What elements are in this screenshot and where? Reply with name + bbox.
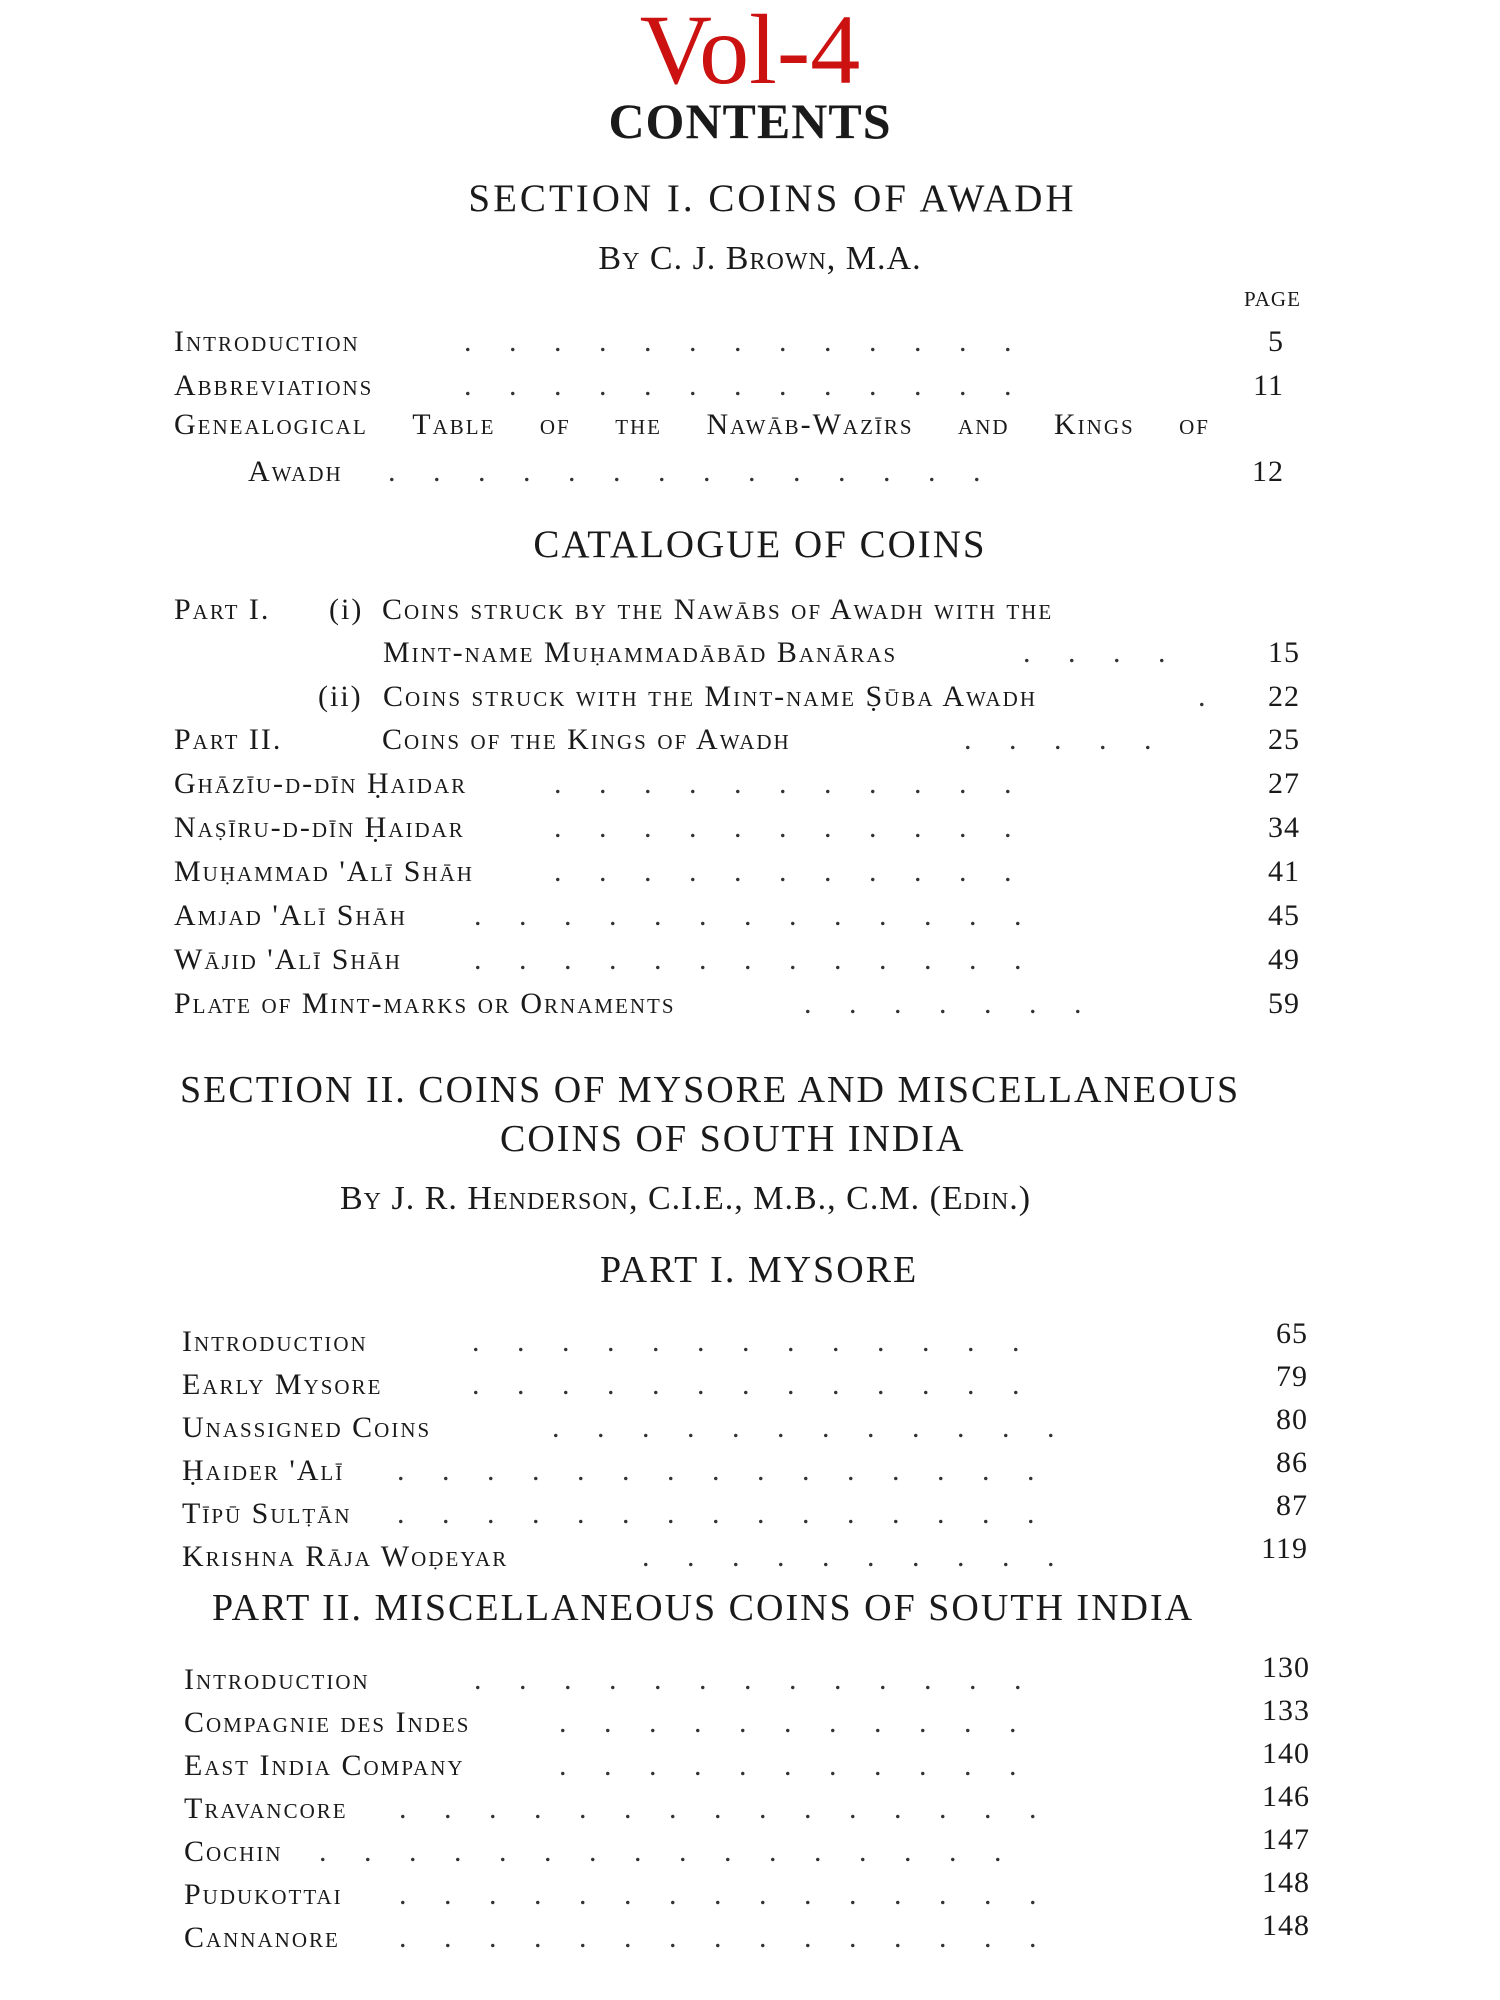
toc-entry-page: 22: [1268, 680, 1300, 713]
toc-entry[interactable]: [184, 1694, 1330, 1743]
toc-entry[interactable]: [174, 984, 1320, 1024]
toc-entry[interactable]: [318, 677, 1320, 717]
toc-entry[interactable]: [174, 896, 1320, 936]
toc-entry[interactable]: [184, 1780, 1330, 1829]
toc-entry[interactable]: [174, 322, 1320, 362]
toc-entry[interactable]: [182, 1489, 1328, 1534]
toc-entry[interactable]: [182, 1317, 1328, 1362]
toc-leader: . . . . . . . . . . .: [554, 811, 1012, 844]
part2-text: Coins of the Kings of Awadh: [382, 723, 791, 756]
toc-entry-page: 147: [1262, 1823, 1310, 1856]
toc-entry-page: 65: [1276, 1317, 1308, 1350]
toc-leader: . . . . . . . . . . .: [554, 855, 1012, 888]
word: Nawāb-Wazīrs: [706, 408, 914, 441]
toc-entry-title: Ghāzīu-d-dīn Ḥaidar: [174, 767, 468, 800]
toc-entry[interactable]: [184, 1823, 1330, 1872]
toc-entry-page: 130: [1262, 1651, 1310, 1684]
genealogical-table-line1[interactable]: [174, 408, 1210, 442]
toc-entry-title: Krishna Rāja Woḍeyar: [182, 1540, 509, 1573]
toc-entry-title: Cannanore: [184, 1921, 340, 1954]
toc-leader: . . . . . . . . . . .: [554, 767, 1012, 800]
toc-entry[interactable]: [174, 808, 1320, 848]
word: Genealogical: [174, 408, 368, 441]
toc-entry-title: Awadh: [248, 455, 343, 488]
toc-entry-page: 146: [1262, 1780, 1310, 1813]
toc-leader: . . . . . . . . . . . .: [552, 1411, 1055, 1444]
toc-entry-title: Plate of Mint-marks or Ornaments: [174, 987, 676, 1020]
part1-ii-marker: (ii): [318, 680, 363, 713]
toc-leader: . . . .: [1023, 636, 1166, 669]
toc-leader: . . . . . . . . . . . . .: [464, 325, 1012, 358]
toc-leader: . . . . . . . . . . .: [559, 1706, 1017, 1739]
toc-entry-page: 11: [1253, 369, 1284, 402]
toc-leader: . . . . . . . . . . . . .: [464, 369, 1012, 402]
toc-entry-title: Pudukottai: [184, 1878, 343, 1911]
contents-heading: CONTENTS: [608, 93, 892, 149]
toc-entry-page: 86: [1276, 1446, 1308, 1479]
toc-entry-title: Cochin: [184, 1835, 283, 1868]
part2-label: Part II.: [174, 723, 283, 756]
toc-entry[interactable]: [182, 1403, 1328, 1448]
part1-i-marker: (i): [329, 593, 364, 626]
part1-ii-text: Coins struck with the Mint-name Ṣūba Awadh: [383, 680, 1037, 713]
section2-part2-title: PART II. MISCELLANEOUS COINS OF SOUTH INDIA: [212, 1587, 1195, 1629]
toc-entry-page: 12: [1252, 455, 1284, 488]
part1-i-text-line1: Coins struck by the Nawābs of Awadh with the: [382, 593, 1054, 626]
toc-entry-title: Introduction: [174, 325, 360, 358]
toc-entry-page: 41: [1268, 855, 1300, 888]
toc-entry-page: 27: [1268, 767, 1300, 800]
toc-entry-page: 140: [1262, 1737, 1310, 1770]
part1-i-text-line2: Mint-name Muḥammadābād Banāras: [383, 636, 898, 669]
toc-entry-page: 87: [1276, 1489, 1308, 1522]
volume-label: Vol-4: [639, 0, 861, 105]
toc-entry[interactable]: [184, 1909, 1330, 1958]
section2-title-line1: SECTION II. COINS OF MYSORE AND MISCELLANEOUS: [180, 1069, 1241, 1111]
toc-entry[interactable]: [174, 720, 1320, 760]
toc-entry-page: 15: [1268, 636, 1300, 669]
toc-leader: . . . . . . . . . . . . . . .: [399, 1792, 1037, 1825]
toc-entry[interactable]: [174, 366, 1320, 406]
toc-entry-page: 59: [1268, 987, 1300, 1020]
toc-entry[interactable]: [184, 1866, 1330, 1915]
toc-leader: . . . . . . . . . . . . .: [472, 1325, 1020, 1358]
toc-leader: . . . . . . . . . . .: [559, 1749, 1017, 1782]
section2-part1-title: PART I. MYSORE: [600, 1249, 919, 1291]
toc-entry[interactable]: [182, 1532, 1328, 1577]
toc-entry-title: Wājid 'Alī Shāh: [174, 943, 402, 976]
toc-entry-page: 45: [1268, 899, 1300, 932]
toc-entry-title: Unassigned Coins: [182, 1411, 432, 1444]
toc-entry[interactable]: [182, 1446, 1328, 1491]
toc-entry-page: 119: [1261, 1532, 1308, 1565]
toc-entry-page: 80: [1276, 1403, 1308, 1436]
word: the: [615, 408, 663, 441]
toc-entry-title: Early Mysore: [182, 1368, 383, 1401]
toc-entry[interactable]: [184, 1651, 1330, 1700]
section2-title-line2: COINS OF SOUTH INDIA: [500, 1118, 966, 1160]
toc-entry-page: 133: [1262, 1694, 1310, 1727]
section1-author: By C. J. Brown, M.A.: [598, 240, 922, 277]
toc-entry-title: Compagnie des Indes: [184, 1706, 471, 1739]
toc-leader: . . . . . . . . . .: [642, 1540, 1055, 1573]
toc-leader: . . . . . . . . . . . . . . .: [399, 1921, 1037, 1954]
toc-entry[interactable]: [182, 1360, 1328, 1405]
word: and: [958, 408, 1010, 441]
toc-entry[interactable]: [174, 940, 1320, 980]
word: Kings: [1054, 408, 1135, 441]
toc-entry[interactable]: [383, 633, 1320, 673]
toc-leader: . . . . . . . . . . . . .: [474, 943, 1022, 976]
toc-leader: . . . . . . . . . . . . . . . .: [319, 1835, 1002, 1868]
toc-entry-title: Amjad 'Alī Shāh: [174, 899, 407, 932]
toc-entry-page: 34: [1268, 811, 1300, 844]
toc-entry-page: 148: [1262, 1866, 1310, 1899]
toc-leader: . . . . . . . . . . . . . . .: [397, 1454, 1035, 1487]
toc-entry[interactable]: [248, 452, 1320, 492]
toc-entry-page: 25: [1268, 723, 1300, 756]
catalogue-heading: CATALOGUE OF COINS: [533, 523, 987, 566]
toc-entry[interactable]: [184, 1737, 1330, 1786]
toc-entry-title: Tīpū Sulṭān: [182, 1497, 352, 1530]
toc-leader: . . . . . . . . . . . . . .: [388, 455, 981, 488]
word: of: [539, 408, 571, 441]
toc-entry-title: Introduction: [184, 1663, 370, 1696]
word: of: [1179, 408, 1210, 441]
toc-leader: . . . . . . . . . . . . . . .: [399, 1878, 1037, 1911]
toc-entry-title: Travancore: [184, 1792, 348, 1825]
toc-leader: . . . . . . . . . . . . . . .: [397, 1497, 1035, 1530]
toc-entry-title: East India Company: [184, 1749, 465, 1782]
toc-entry[interactable]: [174, 764, 1320, 804]
section2-author: By J. R. Henderson, C.I.E., M.B., C.M. (Edin.): [340, 1180, 1032, 1217]
toc-leader: . . . . . . . . . . . . .: [472, 1368, 1020, 1401]
toc-entry-title: Naṣīru-d-dīn Ḥaidar: [174, 811, 465, 844]
toc-leader: . . . . . . .: [804, 987, 1082, 1020]
word: Table: [412, 408, 496, 441]
section1-title: SECTION I. COINS OF AWADH: [468, 177, 1077, 220]
toc-entry-page: 5: [1268, 325, 1284, 358]
toc-entry-page: 148: [1262, 1909, 1310, 1942]
part1-i-line1[interactable]: [174, 590, 1053, 630]
toc-entry-title: Ḥaider 'Alī: [182, 1454, 345, 1487]
page-column-label: PAGE: [1244, 287, 1301, 311]
toc-leader: . . . . . . . . . . . . .: [474, 1663, 1022, 1696]
toc-leader: .: [1198, 680, 1206, 713]
toc-entry-title: Abbreviations: [174, 369, 374, 402]
toc-leader: . . . . .: [964, 723, 1152, 756]
toc-leader: . . . . . . . . . . . . .: [474, 899, 1022, 932]
toc-entry-page: 79: [1276, 1360, 1308, 1393]
toc-entry-page: 49: [1268, 943, 1300, 976]
toc-entry-title: Introduction: [182, 1325, 368, 1358]
part1-label: Part I.: [174, 593, 271, 626]
toc-entry[interactable]: [174, 852, 1320, 892]
toc-entry-title: Muḥammad 'Alī Shāh: [174, 855, 474, 888]
